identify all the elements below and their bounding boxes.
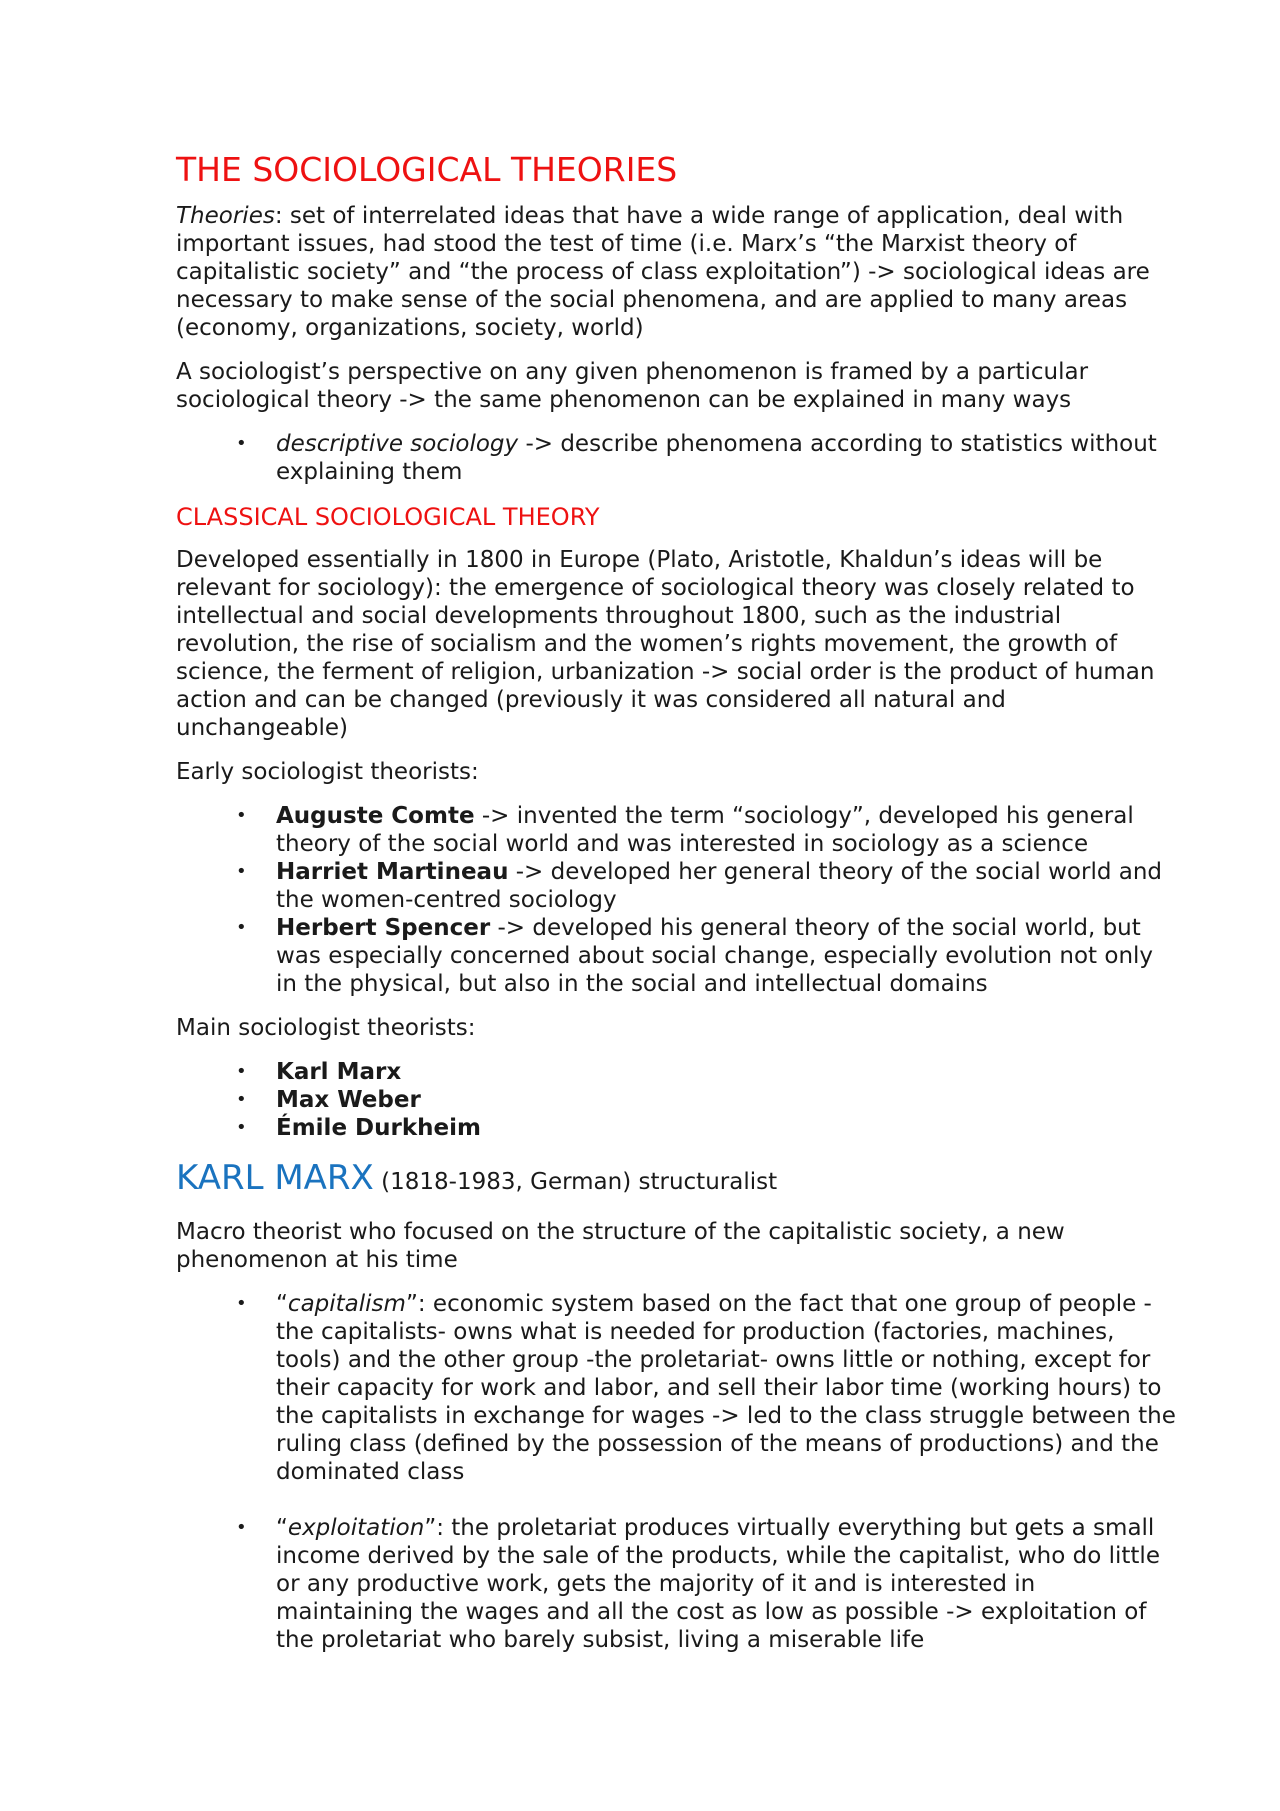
bullet-icon: • xyxy=(236,805,247,826)
marx-heading xyxy=(176,1158,1176,1202)
list-item xyxy=(176,914,1176,998)
quote-open: “ xyxy=(276,1291,288,1317)
list-item xyxy=(176,1514,1176,1654)
theories-definition xyxy=(176,202,1176,342)
list-item xyxy=(176,1086,1176,1114)
perspective-paragraph: A sociologist’s perspective on any given phenomenon is framed by a particular sociological theory -> the same phenomenon can be explained in many ways xyxy=(176,359,1089,413)
theorist-name: Max Weber xyxy=(276,1087,421,1113)
quote-open: “ xyxy=(276,1515,288,1541)
bullet-icon: • xyxy=(236,1061,247,1082)
main-theorists-list xyxy=(176,1058,1176,1142)
classical-heading: CLASSICAL SOCIOLOGICAL THEORY xyxy=(176,503,600,531)
list-item xyxy=(176,1114,1176,1142)
bullet-icon: • xyxy=(236,861,247,882)
marx-heading-sub: (1818-1983, German) structuralist xyxy=(373,1169,778,1195)
bullet-icon: • xyxy=(236,1117,247,1138)
bullet-icon: • xyxy=(236,1293,247,1314)
concept-text: ”: economic system based on the fact that one group of people -the capitalists- owns what is needed for production (factories, machines, tools) and the other group -the proletariat- owns little or nothing, except for their capacity for work and labor, and sell their labor time (working hours) to the capitalists in exchange for wages -> led to the class struggle between the ruling class (defined by the possession of the means of productions) and the dominated class xyxy=(276,1291,1176,1485)
concept-text: ”: the proletariat produces virtually everything but gets a small income derived by the sale of the products, while the capitalist, who do little or any productive work, gets the majority of it and is interested in maintaining the wages and all the cost as low as possible -> exploitation of the proletariat who barely subsist, living a miserable life xyxy=(276,1515,1160,1653)
bullet-icon: • xyxy=(236,917,247,938)
list-item xyxy=(176,858,1176,914)
theories-text: : set of interrelated ideas that have a wide range of application, deal with important issues, had stood the test of time (i.e. Marx’s “the Marxist theory of capitalistic society” and “the process of class exploitation”) -> sociological ideas are necessary to make sense of the social phenomena, and are applied to many areas (economy, organizations, society, world) xyxy=(176,203,1150,341)
theorist-text: -> developed her general theory of the social world and the women-centred sociology xyxy=(276,859,1163,913)
theorist-name: Émile Durkheim xyxy=(276,1115,481,1141)
marx-heading-name: KARL MARX xyxy=(176,1158,374,1198)
descriptive-text: -> describe phenomena according to statistics without explaining them xyxy=(276,431,1157,485)
theorist-name: Karl Marx xyxy=(276,1059,402,1085)
main-theorists-label: Main sociologist theorists: xyxy=(176,1015,476,1041)
theorist-name: Auguste Comte xyxy=(276,803,475,829)
concept-term: capitalism xyxy=(287,1291,406,1317)
list-item xyxy=(176,1290,1176,1486)
bullet-icon: • xyxy=(236,1089,247,1110)
list-item xyxy=(176,802,1176,858)
theorist-text: -> invented the term “sociology”, developed his general theory of the social world and was interested in sociology as a science xyxy=(276,803,1134,857)
theories-term: Theories xyxy=(176,203,275,229)
page-title: THE SOCIOLOGICAL THEORIES xyxy=(176,150,678,189)
descriptive-term: descriptive sociology xyxy=(276,431,519,457)
concept-term: exploitation xyxy=(287,1515,425,1541)
bullet-icon: • xyxy=(236,433,247,454)
theorist-name: Herbert Spencer xyxy=(276,915,491,941)
theorist-text: -> developed his general theory of the social world, but was especially concerned about social change, especially evolution not only in the physical, but also in the social and intellectual domains xyxy=(276,915,1154,997)
marx-intro: Macro theorist who focused on the structure of the capitalistic society, a new phenomenon at his time xyxy=(176,1219,1065,1273)
classical-paragraph: Developed essentially in 1800 in Europe (Plato, Aristotle, Khaldun’s ideas will be relevant for sociology): the emergence of sociological theory was closely related to intellectual and social developments throughout 1800, such as the industrial revolution, the rise of socialism and the women’s rights movement, the growth of science, the ferment of religion, urbanization -> social order is the product of human action and can be changed (previously it was considered all natural and unchangeable) xyxy=(176,547,1155,741)
early-theorists-list xyxy=(176,802,1176,998)
document-content xyxy=(176,150,1176,1670)
bullet-icon: • xyxy=(236,1517,247,1538)
list-item xyxy=(176,1058,1176,1086)
theorist-name: Harriet Martineau xyxy=(276,859,509,885)
descriptive-list xyxy=(176,430,1176,486)
list-item xyxy=(176,430,1176,486)
marx-concepts-list xyxy=(176,1290,1176,1654)
early-theorists-label: Early sociologist theorists: xyxy=(176,759,479,785)
